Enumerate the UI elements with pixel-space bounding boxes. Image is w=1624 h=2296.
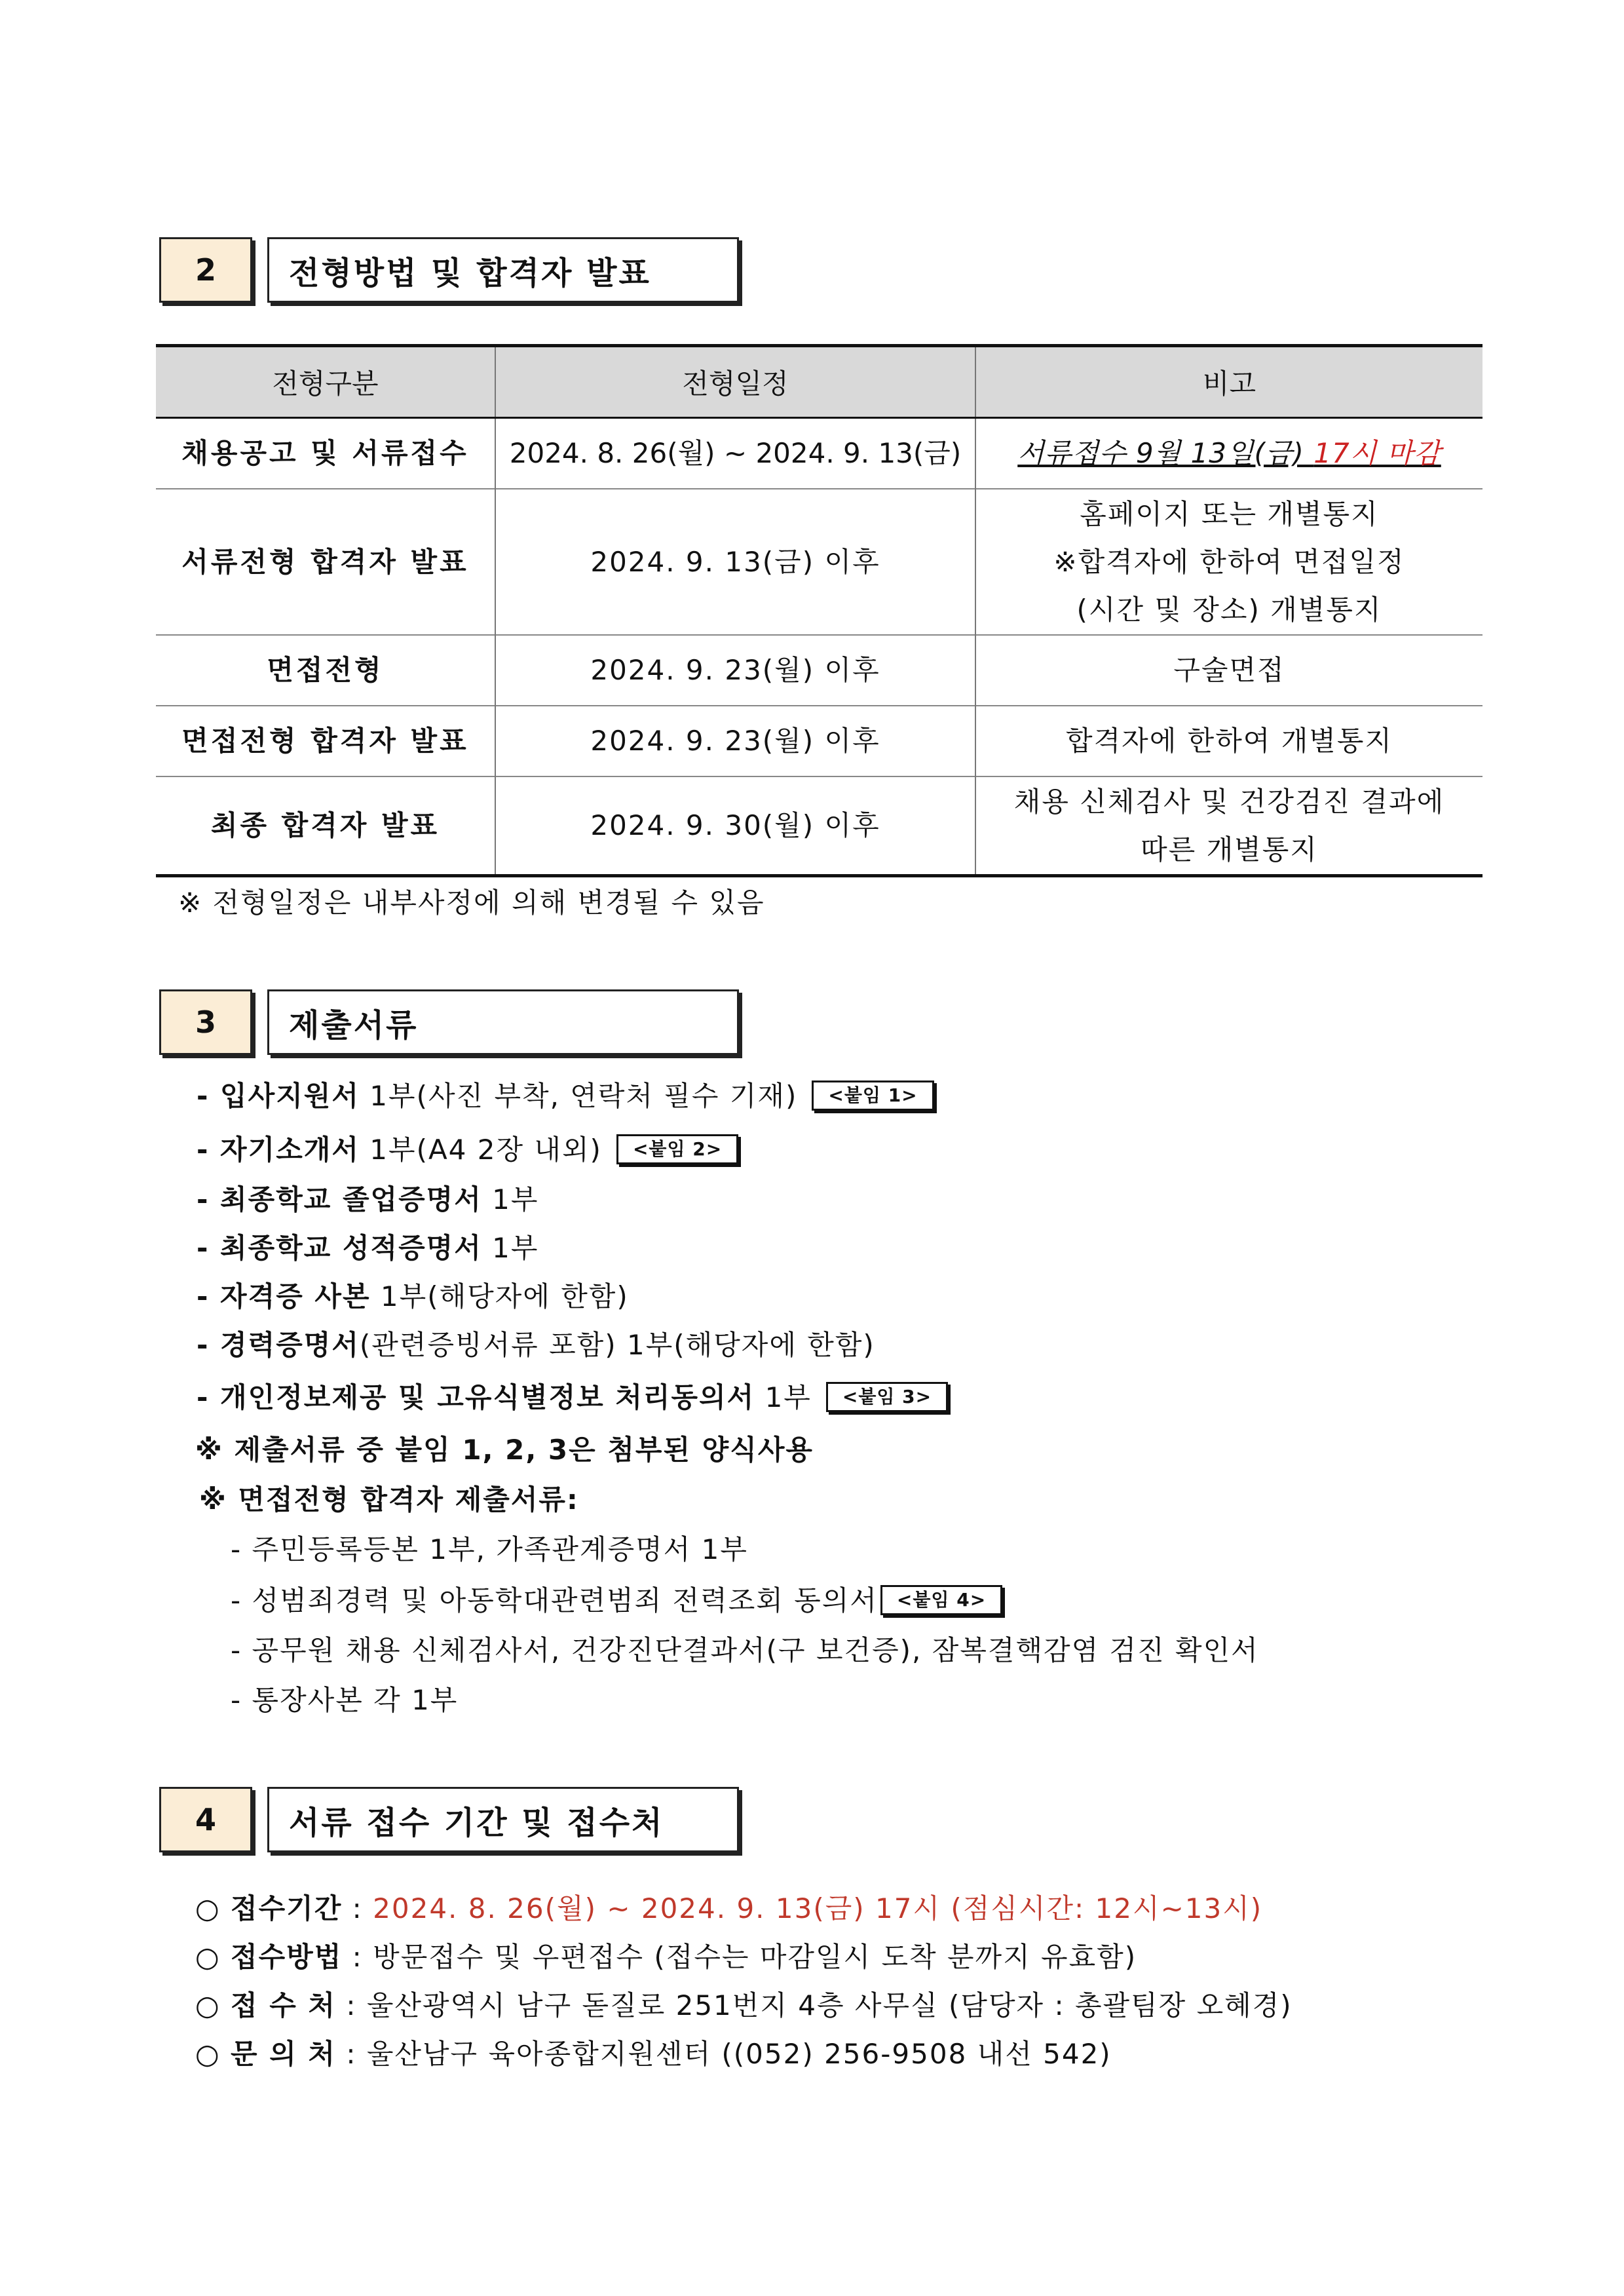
sub-list-item [231,1579,1002,1618]
documents-note: ※ 제출서류 중 붙임 1, 2, 3은 첨부된 양식사용 [195,1434,814,1466]
list-item [197,1227,538,1266]
header-stage: 전형구분 [156,346,495,418]
attachment-badge: <붙임 4> [880,1585,1002,1615]
doc-detail: 1부 [755,1381,812,1413]
deadline-text [1017,437,1441,469]
separator: : [342,1941,373,1973]
section-title: 제출서류 [267,989,739,1055]
row-note: 합격자에 한하여 개별통지 [975,706,1482,776]
table-row [156,489,1482,635]
note-line: 따른 개별통지 [1141,833,1318,866]
list-item [195,1887,1262,1926]
section-number: 4 [159,1787,252,1852]
row-date: 2024. 9. 30(월) 이후 [495,776,975,876]
sub-item-text: - 통장사본 각 1부 [231,1684,459,1716]
doc-detail: 1부(사진 부착, 연락처 필수 기재) [359,1080,798,1112]
row-date: 2024. 9. 23(월) 이후 [495,635,975,706]
doc-detail: 1부(A4 2장 내외) [359,1134,602,1166]
header-date: 전형일정 [495,346,975,418]
section-number: 2 [159,237,252,303]
list-item [197,1178,538,1217]
list-item [197,1075,934,1114]
reception-contact-value: 울산남구 육아종합지원센터 ((052) 256-9508 내선 542) [366,2038,1112,2070]
list-item [195,1984,1293,2023]
note-line: (시간 및 장소) 개별통지 [1076,593,1382,626]
row-note [975,489,1482,635]
list-item [195,1936,1137,1975]
row-stage: 최종 합격자 발표 [156,776,495,876]
table-row [156,635,1482,706]
sub-item-text: - 성범죄경력 및 아동학대관련범죄 전력조회 동의서 [231,1584,878,1617]
row-note [975,776,1482,876]
attachment-badge: <붙임 3> [826,1382,948,1412]
sub-item-text: - 공무원 채용 신체검사서, 건강진단결과서(구 보건증), 잠복결핵감염 검진 확인서 [231,1634,1259,1666]
reception-label: 접수방법 [231,1941,343,1973]
list-item [197,1376,948,1415]
doc-name: - 입사지원서 [197,1080,360,1112]
separator: : [335,2038,367,2070]
section-title: 서류 접수 기간 및 접수처 [267,1787,739,1852]
doc-detail: 1부 [482,1232,539,1264]
doc-name: - 최종학교 성적증명서 [197,1232,482,1264]
sub-list-item [231,1629,1259,1668]
bullet-icon: ○ [195,2038,221,2070]
sub-item-text: - 주민등록등본 1부, 가족관계증명서 1부 [231,1533,748,1565]
doc-name: - 최종학교 졸업증명서 [197,1183,482,1215]
note-line: ※합격자에 한하여 면접일정 [1053,545,1405,578]
bullet-icon: ○ [195,1892,221,1924]
table-row [156,776,1482,876]
note-line: 홈페이지 또는 개별통지 [1080,497,1379,530]
reception-method-value: 방문접수 및 우편접수 (접수는 마감일시 도착 분까지 유효함) [373,1941,1137,1973]
reception-label: 접수기간 [231,1892,343,1924]
doc-name: - 개인정보제공 및 고유식별정보 처리동의서 [197,1381,755,1413]
deadline-red: 17시 마감 [1313,437,1441,470]
list-item [197,1128,738,1168]
row-note [975,418,1482,489]
sub-list-item [231,1528,748,1567]
separator: : [335,1989,367,2021]
note-line: 채용 신체검사 및 건강검진 결과에 [1013,785,1445,818]
header-note: 비고 [975,346,1482,418]
interview-documents-note: ※ 면접전형 합격자 제출서류: [199,1483,579,1516]
table-header-row [156,346,1482,418]
section-title: 전형방법 및 합격자 발표 [267,237,739,303]
row-stage: 면접전형 [156,635,495,706]
reception-label: 접 수 처 [231,1989,336,2021]
doc-name: - 경력증명서 [197,1329,360,1361]
row-date: 2024. 8. 26(월) ~ 2024. 9. 13(금) [495,418,975,489]
reception-period-value: 2024. 8. 26(월) ~ 2024. 9. 13(금) 17시 (점심시간: 12시~13시) [373,1892,1263,1924]
list-item [195,2033,1112,2072]
doc-detail: (관련증빙서류 포함) 1부(해당자에 한함) [359,1329,875,1361]
bullet-icon: ○ [195,1989,221,2021]
reception-place-value: 울산광역시 남구 돋질로 251번지 4층 사무실 (담당자 : 총괄팀장 오혜경) [366,1989,1293,2021]
list-item [197,1324,875,1363]
attachment-badge: <붙임 2> [616,1134,738,1164]
reception-label: 문 의 처 [231,2038,336,2070]
schedule-footnote: ※ 전형일정은 내부사정에 의해 변경될 수 있음 [178,887,765,919]
doc-name: - 자기소개서 [197,1134,360,1166]
row-stage: 서류전형 합격자 발표 [156,489,495,635]
row-stage: 채용공고 및 서류접수 [156,418,495,489]
doc-detail: 1부(해당자에 한함) [370,1280,629,1312]
row-date: 2024. 9. 13(금) 이후 [495,489,975,635]
doc-name: - 자격증 사본 [197,1280,371,1312]
schedule-table [156,344,1482,877]
separator: : [342,1892,373,1924]
row-date: 2024. 9. 23(월) 이후 [495,706,975,776]
table-row [156,706,1482,776]
list-item [197,1275,629,1314]
doc-detail: 1부 [482,1183,539,1215]
sub-list-item [231,1679,458,1718]
attachment-badge: <붙임 1> [812,1081,934,1111]
deadline-black: 서류접수 9월 13일(금) [1017,437,1314,470]
section-number: 3 [159,989,252,1055]
bullet-icon: ○ [195,1941,221,1973]
row-stage: 면접전형 합격자 발표 [156,706,495,776]
table-row [156,418,1482,489]
row-note: 구술면접 [975,635,1482,706]
